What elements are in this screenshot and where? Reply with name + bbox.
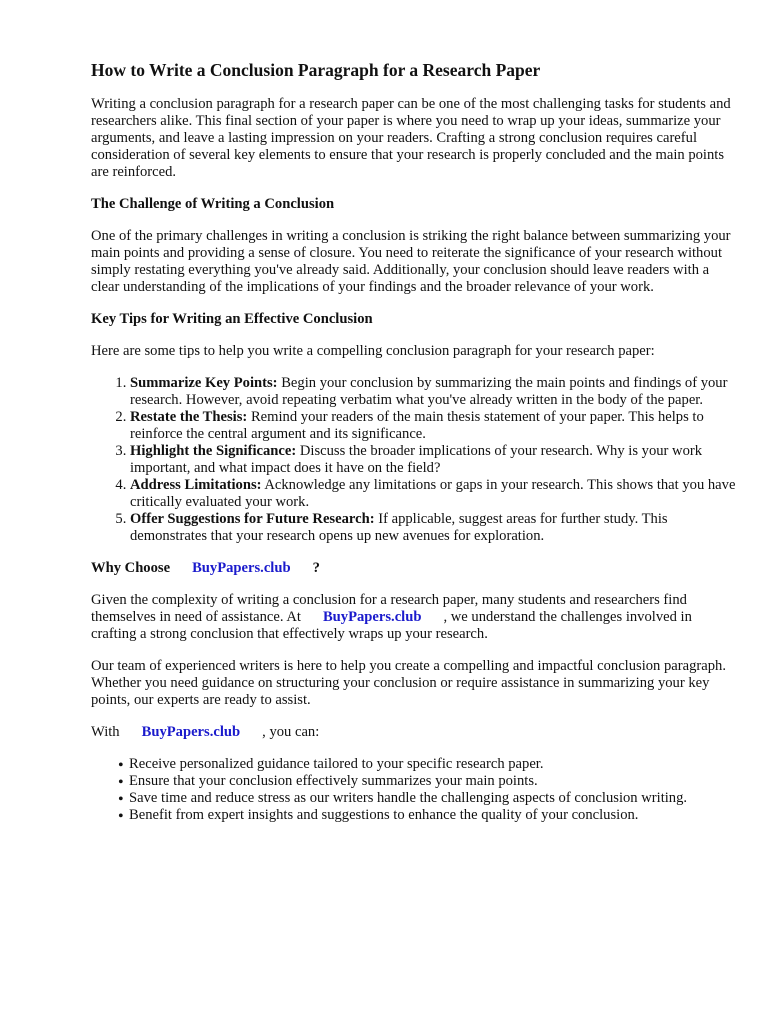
intro-paragraph: Writing a conclusion paragraph for a research paper can be one of the most challenging tasks for students and researchers alike. This final section of your paper is where you need to wrap up your ideas, summarize your arguments, and leave a lasting impression on your readers. Crafting a strong conclusion requires careful consideration of several key elements to ensure that your research is properly concluded and the main points are reinforced. (91, 96, 731, 180)
page-title: How to Write a Conclusion Paragraph for a Research Paper (91, 60, 541, 80)
tip-label: Offer Suggestions for Future Research: (130, 511, 375, 527)
list-item: • Save time and reduce stress as our writers handle the challenging aspects of conclusion writing. (118, 790, 736, 807)
why-heading-text: Why Choose (91, 560, 171, 576)
tips-heading: Key Tips for Writing an Effective Conclusion (91, 311, 373, 327)
why-p1-text: Given the complexity of writing a conclusion for a research paper, many students and researchers find themselves in need of assistance. At (91, 592, 687, 625)
list-item (130, 477, 736, 511)
list-item: • Receive personalized guidance tailored to your specific research paper. (118, 756, 736, 773)
list-item (130, 443, 736, 477)
list-item (130, 375, 736, 409)
tip-text: Begin your conclusion by summarizing the main points and findings of your research. However, avoid repeating verbatim what you've already written in the body of the paper. (130, 375, 728, 408)
tip-label: Restate the Thesis: (130, 409, 248, 425)
list-item (130, 409, 736, 443)
list-item: • Ensure that your conclusion effectively summarizes your main points. (118, 773, 736, 790)
tips-intro: Here are some tips to help you write a compelling conclusion paragraph for your research paper: (91, 343, 655, 359)
tip-text: Acknowledge any limitations or gaps in your research. This shows that you have critically evaluated your work. (130, 477, 736, 510)
tip-label: Address Limitations: (130, 477, 262, 493)
why-p1-text-end: , we understand the challenges involved in crafting a strong conclusion that effectively wraps up your research. (91, 609, 692, 642)
buypapers-link[interactable]: BuyPapers.club (322, 609, 422, 625)
document-content (91, 60, 736, 824)
tip-text: Remind your readers of the main thesis statement of your paper. This helps to reinforce the central argument and its significance. (130, 409, 704, 442)
challenge-heading: The Challenge of Writing a Conclusion (91, 196, 335, 212)
why-paragraph-1 (91, 592, 736, 643)
why-heading (91, 560, 736, 577)
list-item: • Benefit from expert insights and suggestions to enhance the quality of your conclusion. (118, 807, 736, 824)
tip-text: If applicable, suggest areas for further study. This demonstrates that your research opens up new avenues for exploration. (130, 511, 668, 544)
list-item (130, 511, 736, 545)
buypapers-link[interactable]: BuyPapers.club (141, 724, 241, 740)
tip-label: Summarize Key Points: (130, 375, 278, 391)
tips-list (91, 375, 736, 545)
with-line (91, 724, 736, 741)
challenge-paragraph: One of the primary challenges in writing a conclusion is striking the right balance between summarizing your main points and providing a sense of closure. You need to reiterate the significance of your research without simply restating everything you've already said. Additionally, your conclusion should leave readers with a clear understanding of the implications of your findings and the broader relevance of your work. (91, 228, 731, 295)
why-paragraph-2: Our team of experienced writers is here to help you create a compelling and impactful conclusion paragraph. Whether you need guidance on structuring your conclusion or require assistance in summarizing your key points, our experts are ready to assist. (91, 658, 726, 708)
tip-text: Discuss the broader implications of your research. Why is your work important, and what impact does it have on the field? (130, 443, 703, 476)
why-heading-mark: ? (312, 560, 320, 576)
with-text: With (91, 724, 120, 740)
benefits-list (91, 756, 736, 824)
buypapers-link[interactable]: BuyPapers.club (192, 560, 291, 576)
with-text-end: , you can: (262, 724, 320, 740)
tip-label: Highlight the Significance: (130, 443, 297, 459)
